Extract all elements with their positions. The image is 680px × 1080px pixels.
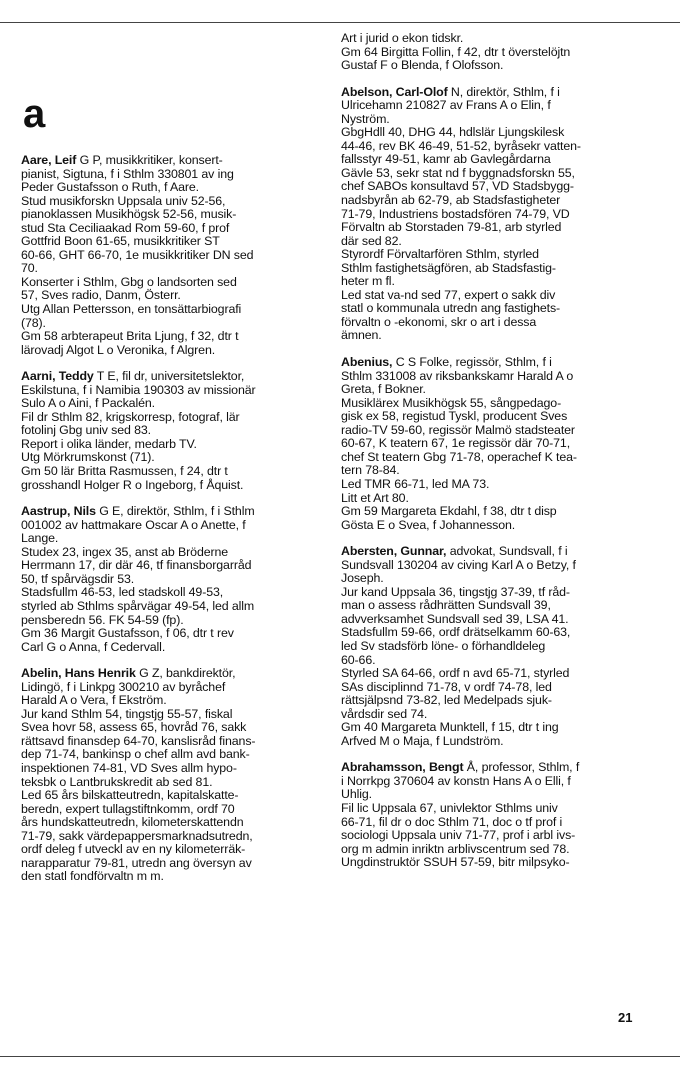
entry-line: Jur kand Sthlm 54, tingstjg 55-57, fiskal bbox=[21, 706, 233, 721]
entry-first-text: G Z, bankdirektör, bbox=[135, 666, 236, 681]
entry-line: Fil lic Uppsala 67, univlektor Sthlms univ bbox=[341, 800, 558, 815]
entry-line: Lange. bbox=[21, 531, 59, 546]
entry-line: Utg Mörkrumskonst (71). bbox=[21, 450, 155, 465]
entry-line: 57, Sves radio, Danm, Österr. bbox=[21, 288, 181, 303]
entry-line: led Sv stadsförb löne- o förhandldeleg bbox=[341, 638, 546, 653]
entry-first-text: N, direktör, Sthlm, f i bbox=[447, 84, 560, 99]
entry-first-text: G P, musikkritiker, konsert- bbox=[76, 153, 223, 167]
entry-name: Abersten, Gunnar, bbox=[341, 544, 447, 559]
entry-line: Peder Gustafsson o Ruth, f Aare. bbox=[21, 180, 199, 195]
entry-line: Led 65 års bilskatteutredn, kapitalskatte- bbox=[21, 788, 239, 803]
entry-first-text: C S Folke, regissör, Sthlm, f i bbox=[392, 355, 552, 370]
entry-line: radio-TV 59-60, regissör Malmö stadsteater bbox=[341, 422, 575, 437]
entry-line: Sthlm fastighetsägfören, ab Stadsfastig- bbox=[341, 260, 556, 275]
entry-line: stud Sta Ceciliaakad Rom 59-60, f prof bbox=[21, 220, 230, 235]
entry-line: GbgHdll 40, DHG 44, hdlslär Ljungskilesk bbox=[341, 125, 565, 140]
entry-line: Herrmann 17, dir där 46, tf finansborgarråd bbox=[21, 558, 252, 573]
entry-line: Greta, f Bokner. bbox=[341, 382, 426, 397]
entry-line: i Norrkpg 370604 av konstn Hans A o Elli, f bbox=[341, 773, 571, 788]
entry-line: Harald A o Vera, f Ekström. bbox=[21, 693, 167, 708]
entry-line: SAs disciplinnd 71-78, v ordf 74-78, led bbox=[341, 679, 552, 694]
entry-line: 71-79, Industriens bostadsfören 74-79, VD bbox=[341, 206, 570, 221]
biography-entry bbox=[341, 32, 641, 73]
entry-line: man o assess rådhrätten Sundsvall 39, bbox=[341, 598, 551, 613]
biography-entry bbox=[21, 667, 316, 884]
entry-line: Stud musikforskn Uppsala univ 52-56, bbox=[21, 193, 226, 208]
entry-line: den statl fondförvaltn m m. bbox=[21, 869, 164, 884]
entry-line: Uhlig. bbox=[341, 787, 372, 802]
entry-first-line bbox=[21, 505, 316, 519]
entry-first-line bbox=[21, 370, 316, 384]
entry-line: styrled ab Sthlms spårvägar 49-54, led allm bbox=[21, 598, 255, 613]
entry-line: narapparatur 79-81, utredn ang översyn av bbox=[21, 855, 252, 870]
entry-line: Sthlm 331008 av riksbankskamr Harald A o bbox=[341, 368, 574, 383]
entry-name: Aastrup, Nils bbox=[21, 504, 96, 519]
entry-line: Förvaltn ab Storstaden 79-81, arb styrled bbox=[341, 220, 562, 235]
entry-line: fallsstyr 49-51, kamr ab Gavlegårdarna bbox=[341, 152, 551, 167]
entry-line: Gm 40 Margareta Munktell, f 15, dtr t ing bbox=[341, 720, 559, 735]
entry-first-line bbox=[341, 545, 641, 559]
right-column bbox=[341, 32, 641, 883]
biography-entry bbox=[21, 154, 316, 357]
entry-line: Gm 58 arbterapeut Brita Ljung, f 32, dtr t bbox=[21, 329, 239, 344]
entry-line: 60-67, K teatern 67, 1e regissör där 70-71, bbox=[341, 436, 571, 451]
entry-line: Litt et Art 80. bbox=[341, 490, 409, 505]
entry-line: Musiklärex Musikhögsk 55, sångpedago- bbox=[341, 395, 562, 410]
bottom-rule bbox=[0, 1056, 680, 1057]
entry-name: Aare, Leif bbox=[21, 153, 77, 167]
entry-line: grosshandl Holger R o Ingeborg, f Åquist. bbox=[21, 477, 244, 492]
entry-first-line bbox=[341, 86, 641, 100]
entry-line: Sulo A o Aini, f Packalén. bbox=[21, 396, 155, 411]
entry-line: chef SABOs konsultavd 57, VD Stadsbygg- bbox=[341, 179, 574, 194]
entry-line: Ungdinstruktör SSUH 57-59, bitr milpsyko- bbox=[341, 855, 570, 870]
entry-line: beredn, expert tullagstiftnkomm, ordf 70 bbox=[21, 801, 235, 816]
top-rule bbox=[0, 22, 680, 23]
entry-line: 66-71, fil dr o doc Sthlm 71, doc o tf prof i bbox=[341, 814, 563, 829]
entry-line: Svea hovr 58, assess 65, hovråd 76, sakk bbox=[21, 720, 247, 735]
entry-line: sociologi Uppsala univ 71-77, prof i arbl ivs- bbox=[341, 828, 576, 843]
entry-name: Aarni, Teddy bbox=[21, 369, 94, 384]
entry-line: års hundskatteutredn, kilometerskattendn bbox=[21, 815, 244, 830]
biography-entry bbox=[341, 545, 641, 748]
entry-line: Stadsfullm 59-66, ordf drätselkamm 60-63, bbox=[341, 625, 571, 640]
entry-first-text: T E, fil dr, universitetslektor, bbox=[93, 369, 245, 384]
entry-line: tern 78-84. bbox=[341, 463, 400, 478]
entry-name: Abelson, Carl-Olof bbox=[341, 84, 448, 99]
entry-line: Nyström. bbox=[341, 111, 390, 126]
biography-entry bbox=[21, 505, 316, 654]
entry-first-text: advokat, Sundsvall, f i bbox=[446, 544, 568, 559]
entry-line: nadsbyrån ab 62-79, ab Stadsfastigheter bbox=[341, 193, 561, 208]
entry-line: förvaltn o -ekonomi, skr o art i dessa bbox=[341, 314, 537, 329]
entry-first-line bbox=[341, 356, 641, 370]
entry-line: 71-79, sakk värdepappersmarknadsutredn, bbox=[21, 828, 253, 843]
biography-entry bbox=[341, 86, 641, 343]
entry-line: Report i olika länder, medarb TV. bbox=[21, 436, 197, 451]
entry-line: Art i jurid o ekon tidskr. bbox=[341, 31, 464, 45]
entry-name: Abenius, bbox=[341, 355, 393, 370]
entry-line: Gm 50 lär Britta Rasmussen, f 24, dtr t bbox=[21, 464, 228, 479]
entry-line: pianist, Sigtuna, f i Sthlm 330801 av ing bbox=[21, 166, 234, 181]
entry-line: advverksamhet Sundsvall sed 39, LSA 41. bbox=[341, 611, 569, 626]
entry-name: Abelin, Hans Henrik bbox=[21, 666, 136, 681]
entry-first-line bbox=[21, 154, 316, 168]
entry-line: 001002 av hattmakare Oscar A o Anette, f bbox=[21, 517, 246, 532]
entry-line: Styrled SA 64-66, ordf n avd 65-71, styrled bbox=[341, 666, 570, 681]
entry-line: teksbk o Lantbrukskredit ab sed 81. bbox=[21, 774, 213, 789]
entry-line: Led TMR 66-71, led MA 73. bbox=[341, 476, 490, 491]
entry-line: Lidingö, f i Linkpg 300210 av byråchef bbox=[21, 679, 226, 694]
entry-line: Joseph. bbox=[341, 571, 384, 586]
entry-line: 60-66, GHT 66-70, 1e musikkritiker DN sed bbox=[21, 247, 254, 262]
entry-line: vårdsdir sed 74. bbox=[341, 706, 428, 721]
entry-line: där sed 82. bbox=[341, 233, 402, 248]
entry-line: rättsjälpsnd 73-82, led Medelpads sjuk- bbox=[341, 693, 552, 708]
entry-line: statl o kommunala utredn ang fastighets- bbox=[341, 301, 561, 316]
entry-line: pianoklassen Musikhögsk 52-56, musik- bbox=[21, 207, 237, 222]
entry-line: gisk ex 58, registud Tyskl, producent Sves bbox=[341, 409, 568, 424]
entry-first-line bbox=[21, 667, 316, 681]
entry-line: pensberedn 56. FK 54-59 (fp). bbox=[21, 612, 184, 627]
entry-line: Gm 36 Margit Gustafsson, f 06, dtr t rev bbox=[21, 626, 234, 641]
entry-line: 50, tf spårvägsdir 53. bbox=[21, 571, 135, 586]
biography-entry bbox=[341, 761, 641, 869]
entry-line: Led stat va-nd sed 77, expert o sakk div bbox=[341, 287, 556, 302]
entry-line: org m admin inriktn arblivscentrum sed 78. bbox=[341, 841, 570, 856]
entry-line: ordf deleg f utveckl av en ny kilometerräk- bbox=[21, 842, 246, 857]
entry-line: rättsavd finansdep 64-70, kanslisråd finans- bbox=[21, 733, 256, 748]
entry-first-text: Å, professor, Sthlm, f bbox=[463, 760, 580, 775]
entry-line: inspektionen 74-81, VD Sves allm hypo- bbox=[21, 760, 237, 775]
entry-line: Konserter i Sthlm, Gbg o landsorten sed bbox=[21, 274, 237, 289]
entry-line: Gustaf F o Blenda, f Olofsson. bbox=[341, 58, 504, 73]
biography-entry bbox=[341, 356, 641, 532]
entry-line: Stadsfullm 46-53, led stadskoll 49-53, bbox=[21, 585, 224, 600]
entry-line: Gm 59 Margareta Ekdahl, f 38, dtr t disp bbox=[341, 504, 557, 519]
entry-first-line bbox=[341, 761, 641, 775]
entry-line: Gösta E o Svea, f Johannesson. bbox=[341, 517, 516, 532]
entry-line: Eskilstuna, f i Namibia 190303 av missionär bbox=[21, 382, 256, 397]
entry-line: Sundsvall 130204 av civing Karl A o Betzy, f bbox=[341, 557, 576, 572]
entry-line: 70. bbox=[21, 261, 38, 276]
entry-line: Gm 64 Birgitta Follin, f 42, dtr t överstelöjtn bbox=[341, 44, 571, 59]
entry-line: Gävle 53, sekr stat nd f byggnadsforskn 55, bbox=[341, 165, 575, 180]
entry-line: Utg Allan Pettersson, en tonsättarbiografi bbox=[21, 302, 242, 317]
entry-line: Arfved M o Maja, f Lundström. bbox=[341, 733, 504, 748]
entry-line: ämnen. bbox=[341, 328, 382, 343]
left-column bbox=[21, 154, 316, 897]
entry-line: dep 71-74, bankinsp o chef allm avd bank- bbox=[21, 747, 250, 762]
entry-line: Gottfrid Boon 61-65, musikkritiker ST bbox=[21, 234, 220, 249]
biography-entry bbox=[21, 370, 316, 492]
entry-line: fotolinj Gbg univ sed 83. bbox=[21, 423, 151, 438]
entry-line: lärovadj Algot L o Veronika, f Algren. bbox=[21, 342, 216, 357]
entry-line: Fil dr Sthlm 82, krigskorresp, fotograf, lär bbox=[21, 409, 240, 424]
entry-line: heter m fl. bbox=[341, 274, 395, 289]
entry-line: Ulricehamn 210827 av Frans A o Elin, f bbox=[341, 98, 551, 113]
entry-name: Abrahamsson, Bengt bbox=[341, 760, 464, 775]
entry-line: Carl G o Anna, f Cedervall. bbox=[21, 639, 166, 654]
entry-line: Studex 23, ingex 35, anst ab Bröderne bbox=[21, 544, 229, 559]
entry-line: Jur kand Uppsala 36, tingstjg 37-39, tf råd- bbox=[341, 584, 570, 599]
page-number: 21 bbox=[618, 1010, 633, 1025]
entry-first-text: G E, direktör, Sthlm, f i Sthlm bbox=[95, 504, 255, 519]
entry-line: chef St teatern Gbg 71-78, operachef K tea- bbox=[341, 449, 577, 464]
entry-line: Styrordf Förvaltarfören Sthlm, styrled bbox=[341, 247, 539, 262]
section-letter: a bbox=[23, 92, 46, 136]
entry-line: 44-46, rev BK 46-49, 51-52, byråsekr vatten- bbox=[341, 138, 581, 153]
entry-line: (78). bbox=[21, 315, 46, 330]
entry-line: 60-66. bbox=[341, 652, 376, 667]
